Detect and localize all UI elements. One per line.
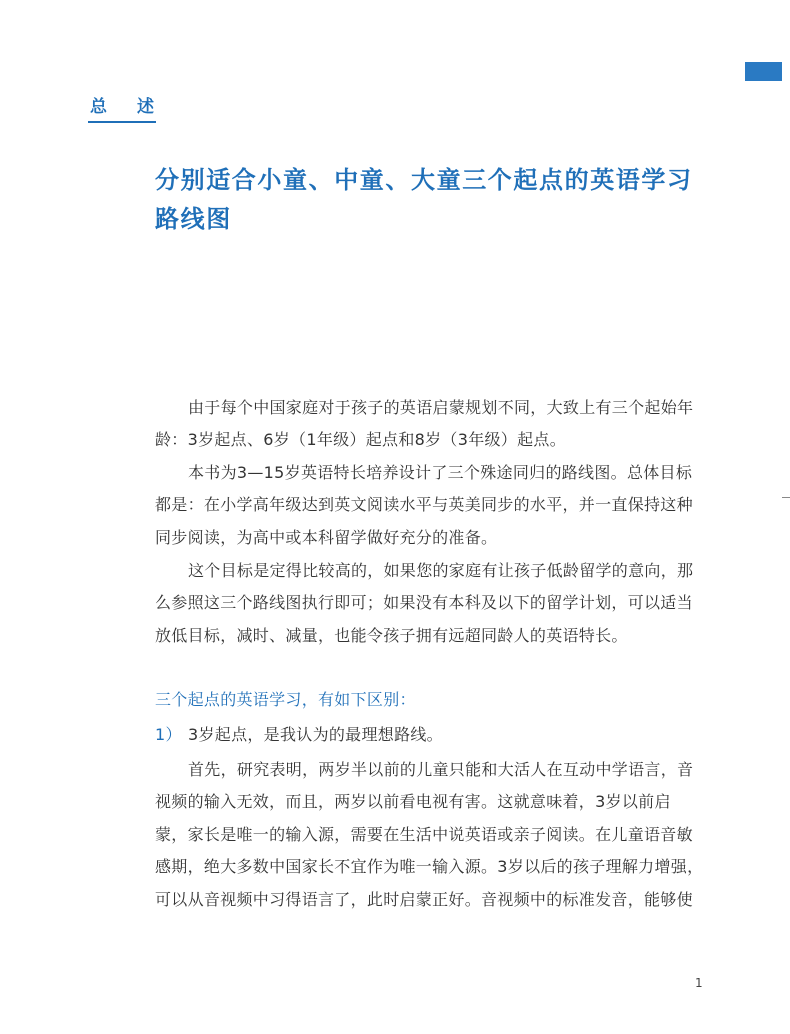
list-item-number: 1） — [155, 725, 182, 744]
paragraph-4-line: 视频的输入无效，而且，两岁以前看电视有害。这就意味着，3岁以前启 — [155, 792, 671, 811]
section-underline — [88, 121, 156, 123]
paragraph-4-line: 蒙，家长是唯一的输入源，需要在生活中说英语或亲子阅读。在儿童语音敏 — [155, 825, 693, 844]
paragraph-3-line: 么参照这三个路线图执行即可；如果没有本科及以下的留学计划，可以适当 — [155, 593, 693, 612]
chapter-tab-marker — [745, 62, 782, 81]
paragraph-1-line: 龄：3岁起点、6岁（1年级）起点和8岁（3年级）起点。 — [155, 430, 566, 449]
paragraph-1-line: 由于每个中国家庭对于孩子的英语启蒙规划不同，大致上有三个起始年 — [188, 398, 694, 417]
subheading: 三个起点的英语学习，有如下区别： — [155, 690, 416, 709]
page-title-line-2: 路线图 — [155, 205, 232, 233]
paragraph-2-line: 同步阅读，为高中或本科留学做好充分的准备。 — [155, 528, 498, 547]
paragraph-4-line: 首先，研究表明，两岁半以前的儿童只能和大活人在互动中学语言，音 — [188, 760, 694, 779]
paragraph-3-line: 放低目标，减时、减量，也能令孩子拥有远超同龄人的英语特长。 — [155, 626, 628, 645]
edge-tick-mark — [782, 497, 790, 498]
section-label: 总述 — [90, 97, 184, 117]
page-title-line-1: 分别适合小童、中童、大童三个起点的英语学习 — [155, 166, 693, 194]
paragraph-3-line: 这个目标是定得比较高的，如果您的家庭有让孩子低龄留学的意向，那 — [188, 561, 694, 580]
paragraph-2-line: 都是：在小学高年级达到英文阅读水平与英美同步的水平，并一直保持这种 — [155, 495, 693, 514]
list-item-text: 3岁起点，是我认为的最理想路线。 — [188, 725, 443, 744]
paragraph-4-line: 感期，绝大多数中国家长不宜作为唯一输入源。3岁以后的孩子理解力增强， — [155, 857, 704, 876]
paragraph-2-line: 本书为3—15岁英语特长培养设计了三个殊途同归的路线图。总体目标 — [188, 463, 693, 482]
page-number: 1 — [695, 976, 703, 990]
paragraph-4-line: 可以从音视频中习得语言了，此时启蒙正好。音视频中的标准发音，能够使 — [155, 890, 693, 909]
